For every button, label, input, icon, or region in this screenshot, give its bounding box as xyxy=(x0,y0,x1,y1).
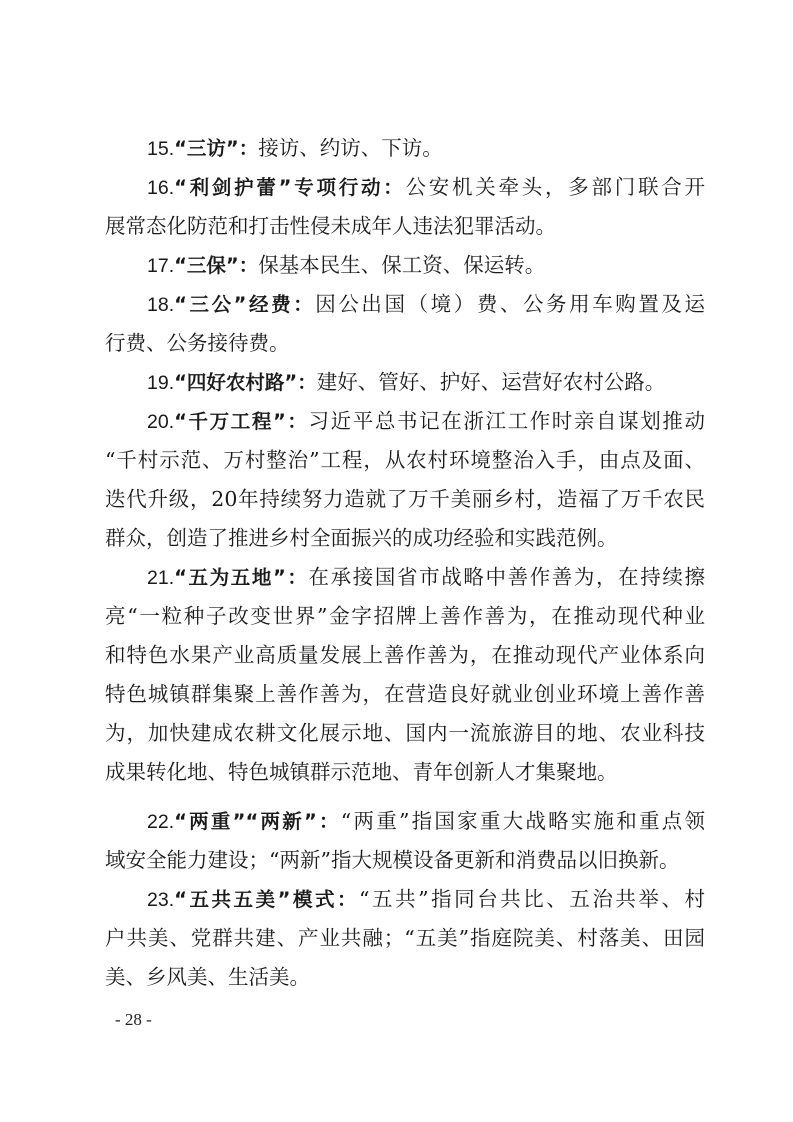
item-18-line-1 xyxy=(147,287,705,321)
item-23-line-3: 美、乡风美、生活美。 xyxy=(105,965,310,989)
item-16-text-1: 公安机关牵头，多部门联合开 xyxy=(405,175,705,199)
item-21-line-2: 亮“一粒种子改变世界”金字招牌上善作善为，在推动现代种业 xyxy=(105,604,705,628)
item-22-term: “两重”“两新”： xyxy=(174,810,341,833)
item-16-term: “利剑护蕾”专项行动： xyxy=(174,176,406,199)
item-18-line-2: 行费、公务接待费。 xyxy=(105,331,290,355)
item-15-text: 接访、约访、下访。 xyxy=(258,136,443,160)
item-20-term: “千万工程”： xyxy=(174,410,309,433)
item-22-line-1 xyxy=(147,804,705,838)
item-21-line-1 xyxy=(147,560,705,594)
item-20-line-1 xyxy=(147,404,705,438)
item-19-text: 建好、管好、护好、运营好农村公路。 xyxy=(316,370,666,394)
item-17-line-1 xyxy=(147,248,705,282)
item-22-text-1: “两重”指国家重大战略实施和重点领 xyxy=(340,809,705,833)
item-17-term: “三保”： xyxy=(174,254,259,277)
item-22-number: 22. xyxy=(147,811,175,833)
page-number: - 28 - xyxy=(115,1010,152,1029)
item-16-number: 16. xyxy=(147,177,175,199)
item-21-line-5: 为，加快建成农耕文化展示地、国内一流旅游目的地、农业科技 xyxy=(105,721,705,745)
item-16-line-2: 展常态化防范和打击性侵未成年人违法犯罪活动。 xyxy=(105,214,556,238)
item-20-text-1: 习近平总书记在浙江工作时亲自谋划推动 xyxy=(308,409,705,433)
item-19-term: “四好农村路”： xyxy=(174,371,317,394)
item-19-number: 19. xyxy=(147,372,175,394)
item-23-line-2: 户共美、党群共建、产业共融；“五美”指庭院美、村落美、田园 xyxy=(105,926,705,950)
item-20-line-4: 群众，创造了推进乡村全面振兴的成功经验和实践范例。 xyxy=(105,526,618,550)
item-17-number: 17. xyxy=(147,255,175,277)
item-17-text: 保基本民生、保工资、保运转。 xyxy=(258,253,546,277)
item-18-text-1: 因公出国（境）费、公务用车购置及运 xyxy=(315,292,705,316)
item-23-text-1: “五共”指同台共比、五治共举、村 xyxy=(359,887,705,911)
item-15-number: 15. xyxy=(147,138,175,160)
item-18-term: “三公”经费： xyxy=(174,293,316,316)
item-16-line-1 xyxy=(147,170,705,204)
item-20-line-2: “千村示范、万村整治”工程，从农村环境整治入手，由点及面、 xyxy=(105,448,705,472)
item-20-number: 20. xyxy=(147,411,175,433)
item-21-line-6: 成果转化地、特色城镇群示范地、青年创新人才集聚地。 xyxy=(105,760,618,784)
item-22-line-2: 域安全能力建设；“两新”指大规模设备更新和消费品以旧换新。 xyxy=(105,848,680,872)
item-21-term: “五为五地”： xyxy=(174,566,309,589)
item-23-number: 23. xyxy=(147,889,175,911)
item-18-number: 18. xyxy=(147,294,175,316)
item-21-text-1: 在承接国省市战略中善作善为，在持续擦 xyxy=(308,565,705,589)
item-15-line-1 xyxy=(147,131,705,165)
item-21-line-3: 和特色水果产业高质量发展上善作善为，在推动现代产业体系向 xyxy=(105,643,705,667)
item-21-number: 21. xyxy=(147,567,175,589)
item-21-line-4: 特色城镇群集聚上善作善为，在营造良好就业创业环境上善作善 xyxy=(105,682,705,706)
item-15-term: “三访”： xyxy=(174,137,259,160)
item-20-line-3: 迭代升级，20年持续努力造就了万千美丽乡村，造福了万千农民 xyxy=(105,487,705,511)
item-19-line-1 xyxy=(147,365,705,399)
item-23-term: “五共五美”模式： xyxy=(174,888,360,911)
item-23-line-1 xyxy=(147,882,705,916)
